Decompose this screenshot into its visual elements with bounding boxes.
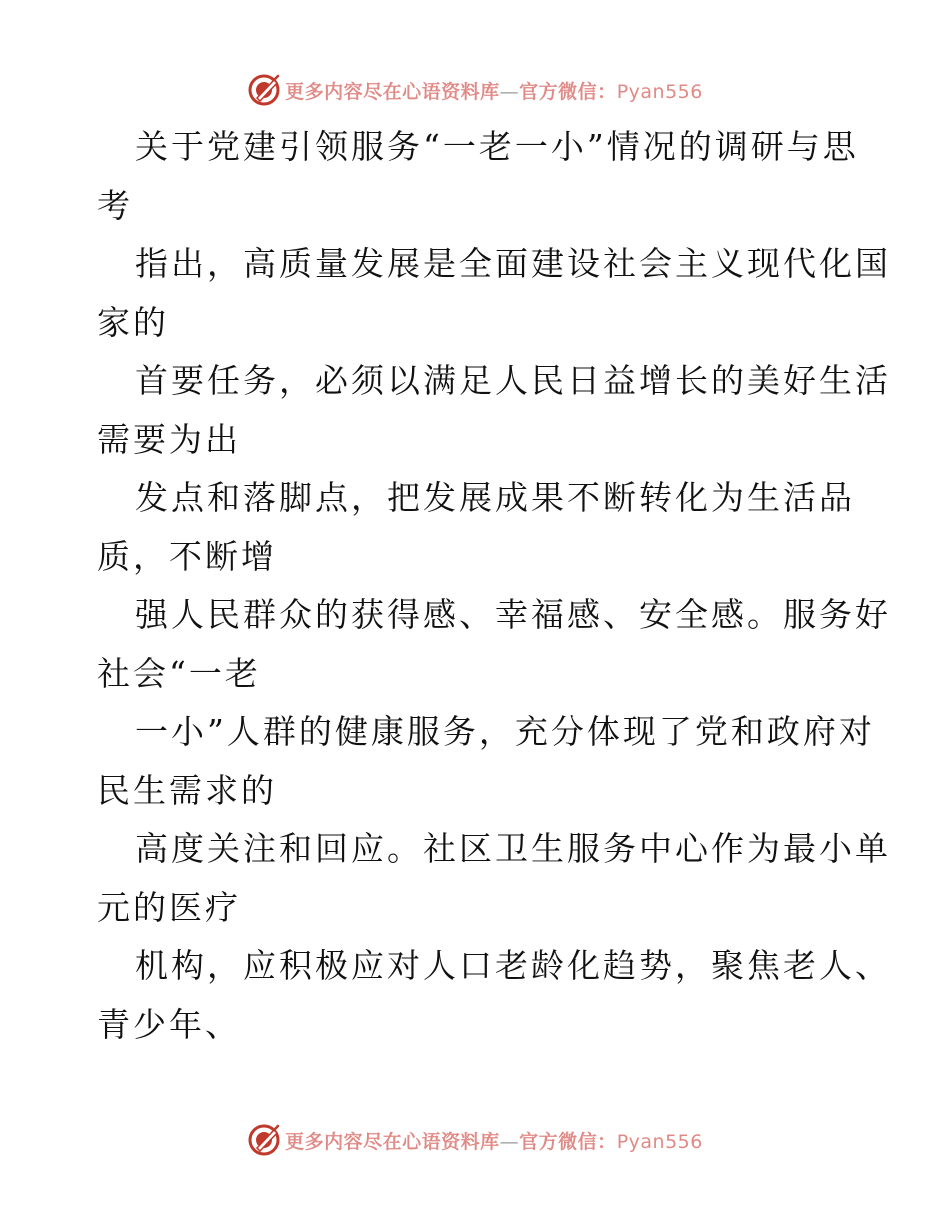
text-line: 强人民群众的获得感、幸福感、安全感。服务好 <box>135 595 891 634</box>
text-line: 需要为出 <box>97 419 241 459</box>
text-line: 高度关注和回应。社区卫生服务中心作为最小单 <box>135 829 891 868</box>
red-pen-circle-logo-icon <box>247 73 281 107</box>
text-line: 指出，高质量发展是全面建设社会主义现代化国 <box>135 244 891 283</box>
text-line: 首要任务，必须以满足人民日益增长的美好生活 <box>135 361 891 400</box>
watermark-prefix: 更多内容尽在心语资料库 <box>285 1130 500 1153</box>
text-line: 关于党建引领服务“一老一小”情况的调研与思 <box>135 127 859 166</box>
text-line: 机构，应积极应对人口老龄化趋势，聚焦老人、 <box>135 946 891 985</box>
watermark-separator: — <box>499 80 520 103</box>
red-pen-circle-logo-icon <box>247 1123 281 1157</box>
watermark-suffix: 官方微信： <box>519 80 617 103</box>
footer-watermark <box>0 1120 950 1160</box>
text-line: 考 <box>97 185 133 225</box>
text-line: 一小”人群的健康服务，充分体现了党和政府对 <box>135 712 875 751</box>
watermark-separator: — <box>499 1130 520 1153</box>
document-body <box>97 118 891 1054</box>
watermark-handle: Pyan556 <box>616 80 703 103</box>
watermark-suffix: 官方微信： <box>519 1130 617 1153</box>
text-line: 质，不断增 <box>97 536 277 576</box>
watermark-handle: Pyan556 <box>616 1130 703 1153</box>
text-line: 社会“一老 <box>97 653 261 693</box>
header-watermark <box>0 70 950 110</box>
text-line: 家的 <box>97 302 169 342</box>
text-line: 发点和落脚点，把发展成果不断转化为生活品 <box>135 478 855 517</box>
watermark-text <box>285 77 703 104</box>
watermark-text <box>285 1127 703 1154</box>
text-line: 青少年、 <box>97 1004 241 1044</box>
text-line: 民生需求的 <box>97 770 277 810</box>
text-line: 元的医疗 <box>97 887 241 927</box>
watermark-prefix: 更多内容尽在心语资料库 <box>285 80 500 103</box>
